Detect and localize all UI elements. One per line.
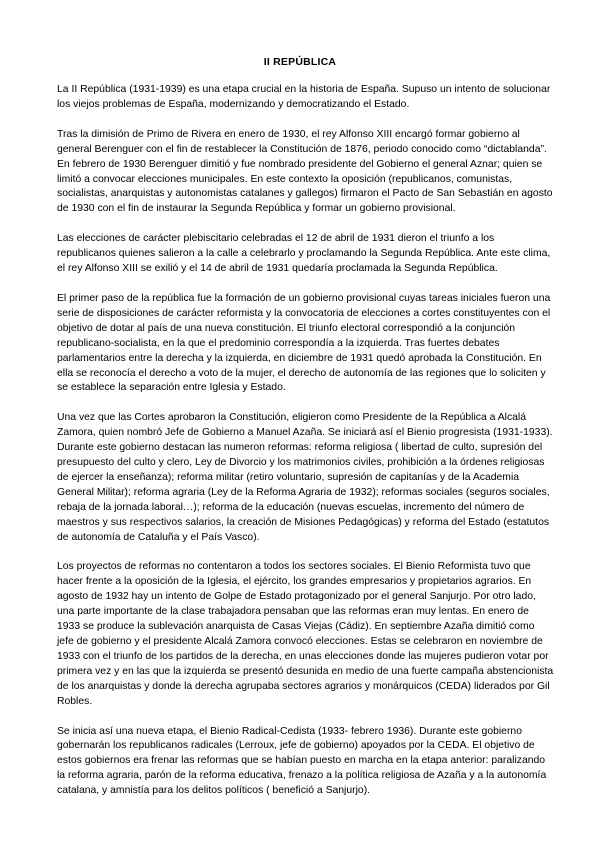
paragraph-elections-1931: Las elecciones de carácter plebiscitario celebradas el 12 de abril de 1931 dieron el triunfo a los republicanos quienes salieron a la calle a celebrarlo y proclamando la Segunda República. Ante este clima, el rey Alfonso XIII se exilió y el 14 de abril de 1931 quedaría proclamada la Segunda República. <box>57 233 551 275</box>
paragraph-provisional-government: El primer paso de la república fue la formación de un gobierno provisional cuyas tareas iniciales fueron una serie de disposiciones de carácter reformista y la convocatoria de elecciones a cortes constituyentes con el objetivo de dotar al país de una nueva constitución. El triunfo electoral correspondió a la conjunción republicano-socialista, en la que el predominio correspondía a la izquierda. Tras fuertes debates parlamentarios entre la derecha y la izquierda, en diciembre de 1931 quedó aprobada la Constitución. En ella se reconocía el derecho a voto de la mujer, el derecho de autonomía de las regiones que lo soliciten y se establece la separación entre Iglesia y Estado. <box>57 292 551 394</box>
paragraph-introduction: La II República (1931-1939) es una etapa crucial en la historia de España. Supuso un intento de solucionar los viejos problemas de España, modernizando y democratizando el Estado. <box>57 84 551 110</box>
paragraph-bienio-progresista: Una vez que las Cortes aprobaron la Constitución, eligieron como Presidente de la República a Alcalá Zamora, quien nombró Jefe de Gobierno a Manuel Azaña. Se iniciará así el Bienio progresista (1931-1933). Durante este gobierno destacan las numeron reformas: reforma religiosa ( libertad de culto, supresión del presupuesto del culto y clero, Ley de Divorcio y los matrimonios civiles, prohibición a la órdenes religiosas de ejercer la enseñanza); reforma militar (retiro voluntario, supresión de capitanías y de la Academia General Militar); reforma agraria (Ley de la Reforma Agraria de 1932); reformas sociales (seguros sociales, rebaja de la jornada laboral…); reforma de la educación (nuevas escuelas, incremento del número de maestros y sus respectivos salarios, la creación de Misiones Pedagógicas) y reforma del Estado (estatutos de autonomía de Cataluña y el País Vasco). <box>57 412 553 543</box>
paragraph-bienio-radical-cedista: Se inicia así una nueva etapa, el Bienio Radical-Cedista (1933- febrero 1936). Durante este gobierno gobernarán los republicanos radicales (Lerroux, jefe de gobierno) apoyados por la CEDA. El objetivo de estos gobiernos era frenar las reformas que se habían puesto en marcha en la etapa anterior: paralizando la reforma agraria, parón de la reforma educativa, frenazo a la política religiosa de Azaña y a la autonomía catalana, y amnistía para los delitos políticos ( benefició a Sanjurjo). <box>57 725 547 797</box>
page-title: II REPÚBLICA <box>263 56 337 68</box>
paragraph-opposition: Los proyectos de reformas no contentaron a todos los sectores sociales. El Bienio Reformista tuvo que hacer frente a la oposición de la Iglesia, el ejército, los grandes empresarios y propietarios agrarios. En agosto de 1932 hay un intento de Golpe de Estado protagonizado por el general Sanjurjo. Por otro lado, una parte importante de la clase trabajadora pensaban que las reformas eran muy lentas. En enero de 1933 se produce la sublevación anarquista de Casas Viejas (Cádiz). En septiembre Azaña dimitió como jefe de gobierno y el presidente Alcalá Zamora convocó elecciones. Estas se celebraron en noviembre de 1933 con el triunfo de los partidos de la derecha, en unas elecciones donde las mujeres pudieron votar por primera vez y en las que la izquierda se presentó desunida en medio de una fuerte campaña abstencionista de los anarquistas y donde la derecha agrupaba sectores agrarios y monárquicos (CEDA) liderados por Gil Robles. <box>57 561 554 707</box>
paragraph-berenguer: Tras la dimisión de Primo de Rivera en enero de 1930, el rey Alfonso XIII encargó formar gobierno al general Berenguer con el fin de restablecer la Constitución de 1876, periodo conocido como “dictablanda”. En febrero de 1930 Berenguer dimitió y fue nombrado presidente del Gobierno el general Aznar; quien se limitó a convocar elecciones municipales. En este contexto la oposición (republicanos, comunistas, socialistas, anarquistas y autonomistas catalanes y gallegos) firmaron el Pacto de San Sebastián en agosto de 1930 con el fin de instaurar la Segunda República y formar un gobierno provisional. <box>57 128 553 215</box>
document-body <box>57 83 554 814</box>
